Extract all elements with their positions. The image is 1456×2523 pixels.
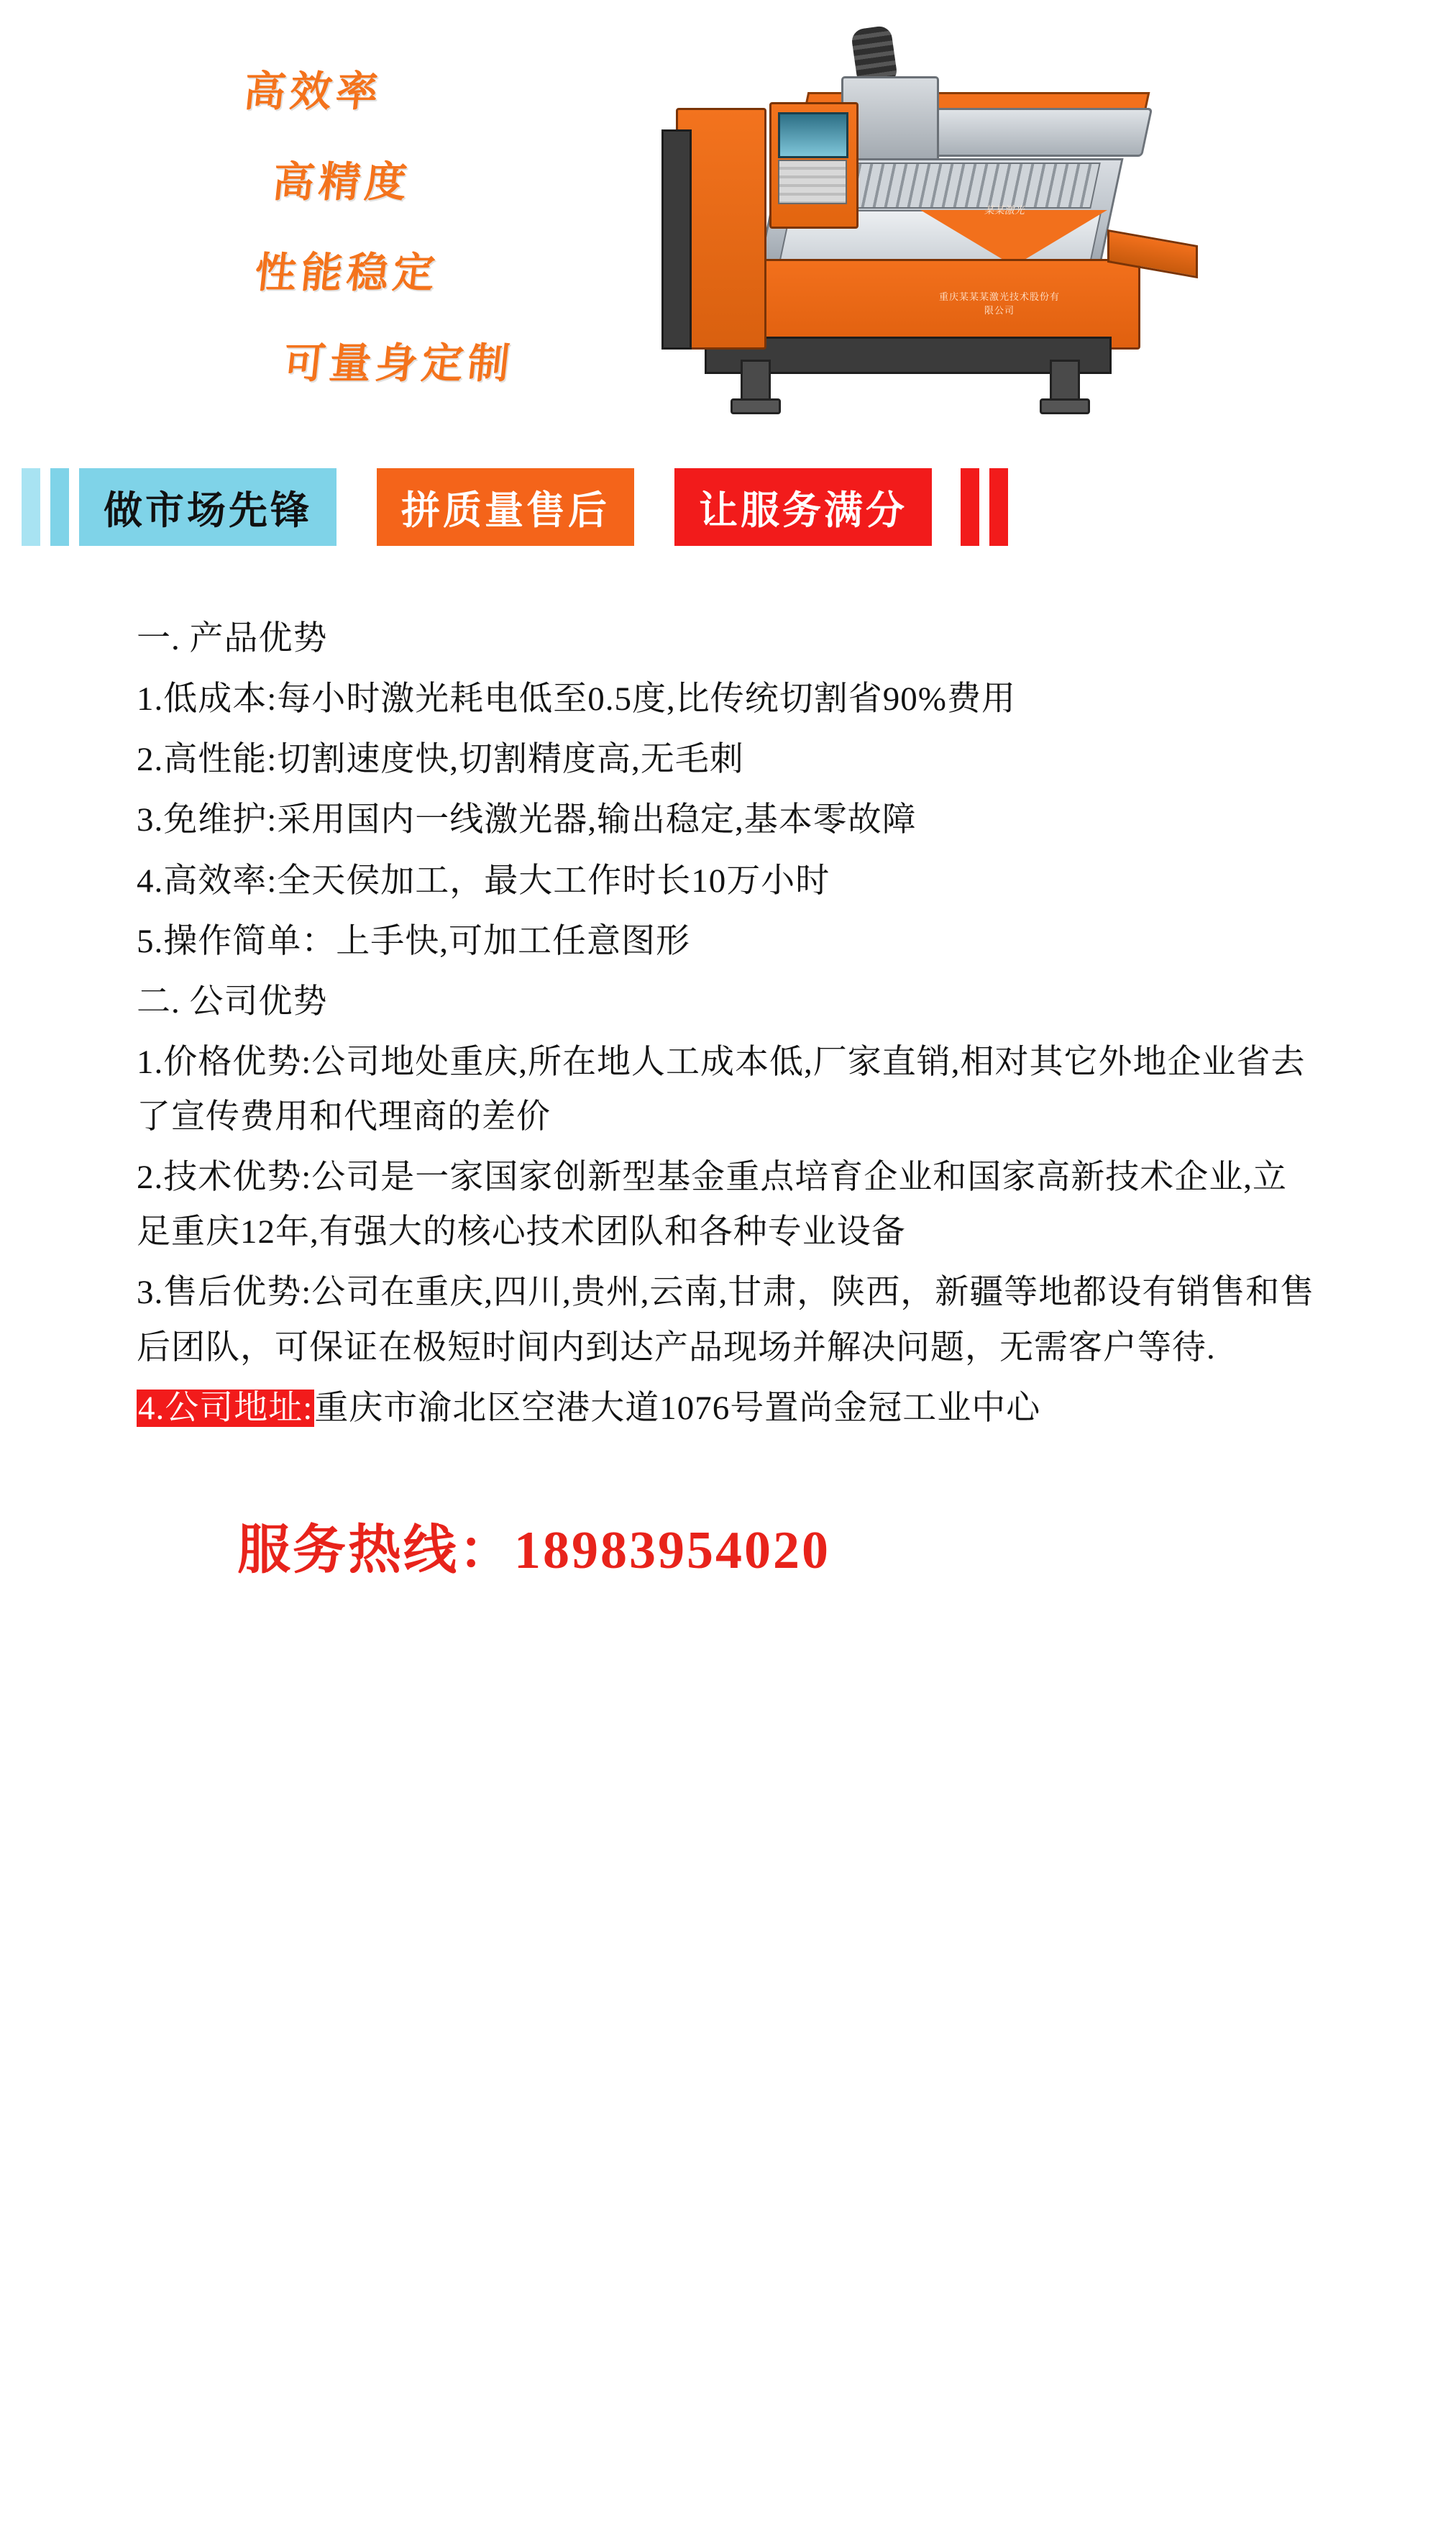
company-address-value: 重庆市渝北区空港大道1076号置尚金冠工业中心 [314, 1389, 1041, 1427]
slogan-item: 可量身定制 [280, 339, 517, 388]
laser-cutting-machine-illustration [661, 22, 1237, 424]
company-advantage-item: 1.价格优势:公司地处重庆,所在地人工成本低,厂家直销,相对其它外地企业省去了宣传费用和代理商的差价 [137, 1043, 1306, 1136]
slogan-item: 高效率 [241, 67, 385, 116]
company-advantage-item: 3.售后优势:公司在重庆,四川,贵州,云南,甘肃，陕西，新疆等地都设有销售和售后团队，可保证在极短时间内到达产品现场并解决问题，无需客户等待. [137, 1274, 1315, 1367]
slogan-item: 高精度 [270, 158, 414, 206]
product-advantage-item: 4.高效率:全天侯加工，最大工作时长10万小时 [137, 862, 830, 900]
machine-side-label: 某某激光 [984, 205, 1027, 216]
product-advantage-item: 3.免维护:采用国内一线激光器,输出稳定,基本零故障 [137, 801, 917, 839]
machine-foot-pad [731, 398, 781, 414]
decorative-stripe [50, 468, 69, 546]
machine-body-logo-text: 重庆某某某激光技术股份有限公司 [938, 292, 1060, 316]
service-hotline[interactable]: 服务热线：18983954020 [237, 1520, 830, 1580]
machine-display-screen [778, 112, 848, 158]
section-title-product-advantages: 一. 产品优势 [137, 620, 328, 657]
section-title-company-advantages: 二. 公司优势 [137, 982, 328, 1021]
company-advantage-item: 2.技术优势:公司是一家国家创新型基金重点培育企业和国家高新技术企业,立足重庆12年,有强大的核心技术团队和各种专业设备 [137, 1159, 1288, 1251]
product-advantage-item: 1.低成本:每小时激光耗电低至0.5度,比传统切割省90%费用 [137, 680, 1016, 718]
company-address-line [137, 1381, 1316, 1436]
machine-front-chute [920, 210, 1107, 266]
machine-foot-pad [1040, 398, 1090, 414]
decorative-stripe [22, 468, 40, 546]
badge-full-score-service: 让服务满分 [674, 468, 932, 546]
decorative-stripe [989, 468, 1008, 546]
advantages-content [137, 611, 1316, 1436]
slogan-item: 性能稳定 [252, 248, 442, 297]
product-advantage-item: 5.操作简单：上手快,可加工任意图形 [137, 922, 690, 960]
hero-banner [0, 0, 1456, 446]
badge-bar [0, 453, 1456, 561]
slogan-list [216, 58, 618, 390]
decorative-stripe [961, 468, 979, 546]
company-address-label: 4.公司地址: [138, 1389, 313, 1427]
badge-quality-service: 拼质量售后 [377, 468, 634, 546]
machine-keypad [778, 160, 847, 204]
decorative-stripe-group [961, 468, 1008, 546]
product-advantage-item: 2.高性能:切割速度快,切割精度高,无毛刺 [137, 741, 744, 779]
machine-cabinet-side [661, 129, 692, 350]
badge-market-pioneer: 做市场先锋 [79, 468, 336, 546]
